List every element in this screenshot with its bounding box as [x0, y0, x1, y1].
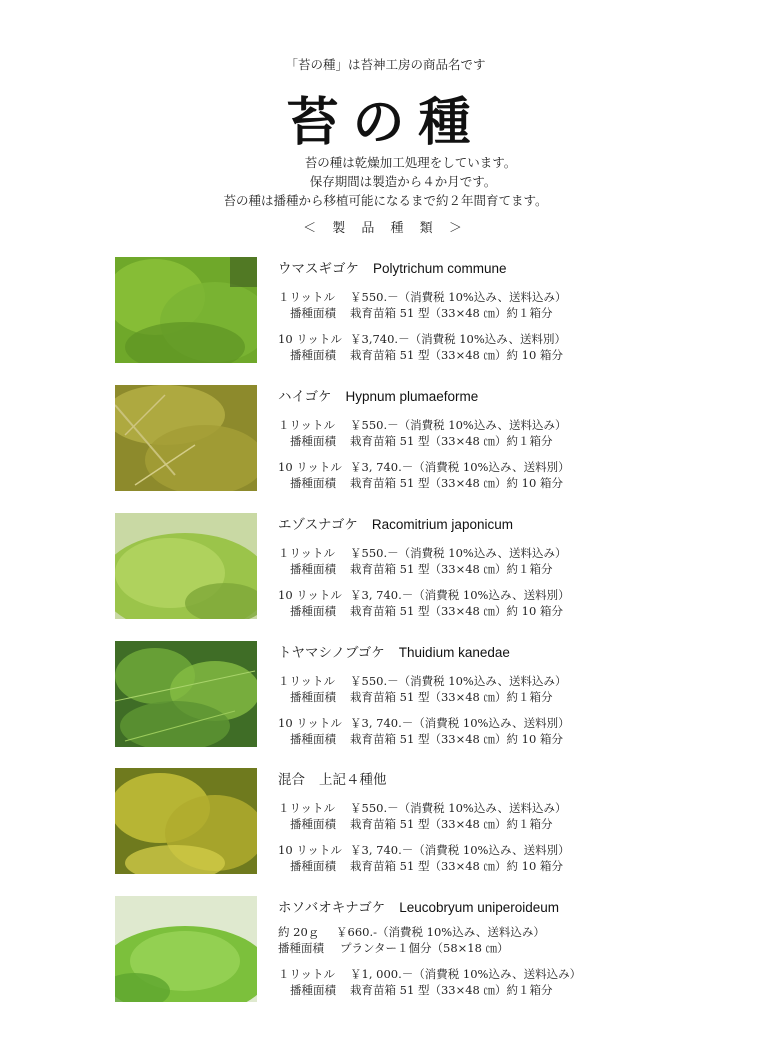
area-label: 播種面積 [290, 604, 336, 618]
quantity: １リットル [278, 967, 336, 981]
intro-line: 苔の種は播種から移植可能になるまで約２年間育てます。 [223, 193, 548, 208]
quantity: １リットル [278, 290, 336, 304]
page-title: 苔の種 [286, 92, 485, 153]
area-label: 播種面積 [290, 983, 336, 997]
price: ￥550.－（消費税 10%込み、送料込み） [350, 290, 567, 304]
area-label: 播種面積 [290, 817, 336, 831]
quantity: 10 リットル [278, 588, 342, 602]
area-value: 栽育苗箱 51 型（33×48 ㎝）約 10 箱分 [350, 604, 563, 618]
area-value: 栽育苗箱 51 型（33×48 ㎝）約１箱分 [350, 562, 553, 576]
moss-photo [115, 896, 257, 1002]
quantity: １リットル [278, 418, 336, 432]
price: ￥3, 740.－（消費税 10%込み、送料別） [350, 460, 570, 474]
intro-line: 保存期間は製造から４か月です。 [309, 174, 497, 189]
product-latin-name: Hypnum plumaeforme [345, 389, 479, 404]
quantity: １リットル [278, 546, 336, 560]
area-value: 栽育苗箱 51 型（33×48 ㎝）約１箱分 [350, 690, 553, 704]
moss-photo [115, 641, 257, 747]
area-value: 栽育苗箱 51 型（33×48 ㎝）約 10 箱分 [350, 859, 563, 873]
quantity: 約 20ｇ [278, 925, 320, 939]
area-label: 播種面積 [290, 434, 336, 448]
price: ￥550.－（消費税 10%込み、送料込み） [350, 801, 567, 815]
price: ￥660.-（消費税 10%込み、送料込み） [336, 925, 545, 939]
product-note: 上記４種他 [319, 772, 387, 788]
area-value: 栽育苗箱 51 型（33×48 ㎝）約１箱分 [350, 434, 553, 448]
product-name: トヤマシノブゴケ Thuidium kanedae [278, 645, 510, 661]
quantity: １リットル [278, 674, 336, 688]
product-latin-name: Leucobryum uniperoideum [399, 900, 560, 915]
price: ￥3, 740.－（消費税 10%込み、送料別） [350, 588, 570, 602]
product-name: 混合 上記４種他 [278, 772, 387, 788]
moss-photo [115, 385, 257, 491]
quantity: 10 リットル [278, 843, 342, 857]
price: ￥550.－（消費税 10%込み、送料込み） [350, 674, 567, 688]
price: ￥550.－（消費税 10%込み、送料込み） [350, 546, 567, 560]
quantity: 10 リットル [278, 332, 342, 346]
area-label: 播種面積 [290, 306, 336, 320]
area-label: 播種面積 [290, 562, 336, 576]
price: ￥3, 740.－（消費税 10%込み、送料別） [350, 716, 570, 730]
product-name: ホソバオキナゴケ Leucobryum uniperoideum [278, 900, 560, 916]
moss-image-icon [115, 641, 257, 747]
intro-text [0, 153, 771, 210]
product-latin-name: Thuidium kanedae [398, 645, 510, 660]
subtitle: 「苔の種」は苔神工房の商品名です [285, 57, 486, 72]
moss-image-icon [115, 896, 257, 1002]
moss-photo [115, 257, 257, 363]
area-label: 播種面積 [278, 941, 324, 955]
quantity: 10 リットル [278, 716, 342, 730]
area-value: 栽育苗箱 51 型（33×48 ㎝）約１箱分 [350, 306, 553, 320]
intro-line: 苔の種は乾燥加工処理をしています。 [304, 155, 517, 170]
product-name: エゾスナゴケ Racomitrium japonicum [278, 517, 513, 533]
area-label: 播種面積 [290, 476, 336, 490]
product-name: ハイゴケ Hypnum plumaeforme [278, 389, 479, 405]
price: ￥550.－（消費税 10%込み、送料込み） [350, 418, 567, 432]
area-label: 播種面積 [290, 859, 336, 873]
price: ￥3, 740.－（消費税 10%込み、送料別） [350, 843, 570, 857]
quantity: １リットル [278, 801, 336, 815]
area-value: 栽育苗箱 51 型（33×48 ㎝）約 10 箱分 [350, 732, 563, 746]
products-header: ＜ 製 品 種 類 ＞ [303, 221, 468, 236]
moss-image-icon [115, 513, 257, 619]
product-latin-name: Polytrichum commune [373, 261, 507, 276]
area-label: 播種面積 [290, 732, 336, 746]
quantity: 10 リットル [278, 460, 342, 474]
area-label: 播種面積 [290, 348, 336, 362]
area-label: 播種面積 [290, 690, 336, 704]
moss-image-icon [115, 768, 257, 874]
area-value: 栽育苗箱 51 型（33×48 ㎝）約１箱分 [350, 983, 553, 997]
moss-photo [115, 768, 257, 874]
moss-image-icon [115, 257, 257, 363]
product-name: ウマスギゴケ Polytrichum commune [278, 261, 507, 277]
price: ￥1, 000.－（消費税 10%込み、送料込み） [350, 967, 582, 981]
moss-photo [115, 513, 257, 619]
price: ￥3,740.－（消費税 10%込み、送料別） [350, 332, 566, 346]
area-value: 栽育苗箱 51 型（33×48 ㎝）約 10 箱分 [350, 476, 563, 490]
area-value: 栽育苗箱 51 型（33×48 ㎝）約 10 箱分 [350, 348, 563, 362]
area-value: プランター１個分（58×18 ㎝） [340, 941, 509, 955]
moss-image-icon [115, 385, 257, 491]
area-value: 栽育苗箱 51 型（33×48 ㎝）約１箱分 [350, 817, 553, 831]
product-latin-name: Racomitrium japonicum [371, 517, 513, 532]
